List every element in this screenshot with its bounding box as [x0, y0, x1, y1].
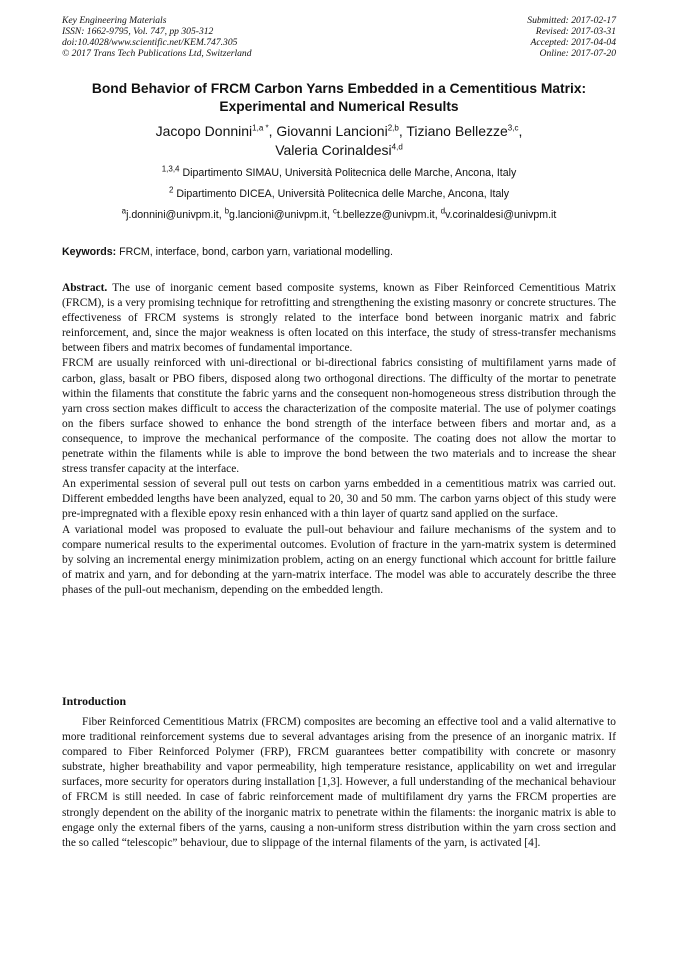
author-name: Tiziano Bellezze — [406, 123, 508, 139]
affiliation-text: Dipartimento DICEA, Università Politecnica delle Marche, Ancona, Italy — [173, 188, 510, 200]
doi[interactable]: doi:10.4028/www.scientific.net/KEM.747.305 — [62, 37, 238, 48]
email-text: v.corinaldesi@univpm.it — [445, 209, 557, 221]
author — [406, 123, 522, 139]
online-date: Online: 2017-07-20 — [539, 48, 616, 59]
author — [156, 123, 277, 139]
issn: ISSN: 1662-9795, Vol. 747, pp 305-312 — [62, 26, 214, 37]
author-sup: 1,a * — [252, 123, 269, 133]
author — [276, 123, 406, 139]
affiliation-sup: 1,3,4 — [161, 164, 180, 174]
email-sup: c — [332, 206, 337, 216]
author-separator: , — [518, 123, 523, 139]
submitted-date: Submitted: 2017-02-17 — [527, 15, 616, 26]
abstract-paragraph: FRCM are usually reinforced with uni-directional or bi-directional fabrics consisting of multifilament yarns made of carbon, glass, basalt or PBO fibers, disposed along two orthogonal directions. The difficulty of the mortar to penetrate within the filaments that constitute the fabric yarns and the consequent non-homogeneous stress distribution through the yarn cross section makes difficult to access the characterization of the composite material. The use of polymer coatings on the fibers surface showed to enhance the bond strength of the interface between fibers and mortar and, as a consequence, to improve the mechanical performance of the composite. The coating does not allow the mortar to penetrate within the filaments while is able to improve the bond between the two materials and to increase the shear stress transfer capacity at the interface. — [62, 357, 616, 476]
author-name: Valeria Corinaldesi — [275, 142, 392, 158]
email-list — [62, 208, 616, 222]
introduction-paragraph: Fiber Reinforced Cementitious Matrix (FRCM) composites are becoming an effective tool and a valid alternative to more traditional reinforcement systems due to several advantages arising from the presence of an inorganic matrix. If compared to Fiber Reinforced Polymer (FRP), FRCM guarantees better compatibility with concrete or masonry substrate, higher breathability and vapor permeability, high temperature resistance, applicability on wet and irregular surfaces, more security for operators during installation [1,3]. However, a full understanding of the mechanical behaviour of FRCM is still needed. In case of fabric reinforcement made of multifilament dry yarns the FRCM properties are strongly dependent on the ability of the inorganic matrix to penetrate within the filaments: the inorganic matrix is able to engage only the external fibers of the yarns, causing a non-uniform stress distribution within the yarn cross section and the so called “telescopic” behaviour, due to slippage of the internal filaments of the yarn, is activated [4]. — [62, 716, 616, 849]
abstract — [62, 281, 616, 598]
email-sup: d — [440, 206, 446, 216]
affiliation-sup: 2 — [168, 185, 174, 195]
copyright: © 2017 Trans Tech Publications Ltd, Switzerland — [62, 48, 252, 59]
introduction-body — [62, 715, 616, 851]
author-sup: 4,d — [391, 142, 403, 152]
email[interactable] — [121, 206, 225, 221]
author-sup: 2,b — [387, 123, 399, 133]
abstract-paragraph: An experimental session of several pull out tests on carbon yarns embedded in a cementitious matrix was carried out. Different embedded lengths have been analyzed, equal to 20, 30 and 50 mm. The carbon yarns object of this study were pre-impregnated with a flexible epoxy resin enhanced with a thin layer of quartz sand applied on the surface. — [62, 478, 616, 521]
email-text: g.lancioni@univpm.it, — [229, 209, 333, 221]
email[interactable] — [224, 206, 333, 221]
section-heading-introduction: Introduction — [62, 694, 127, 708]
email-sup: b — [224, 206, 230, 216]
abstract-text: The use of inorganic cement based composite systems, known as Fiber Reinforced Cementitious Matrix (FRCM), is a very promising technique for retrofitting and strengthening the existing masonry or concrete structures. The effectiveness of FRCM systems is strongly related to the interface bond between inorganic matrix and fabric reinforcement, and, since the major weakness is often located on this interface, the study of stress-transfer mechanisms between fibers and matrix becomes of fundamental importance. — [62, 282, 617, 355]
email-text: j.donnini@univpm.it, — [126, 209, 225, 221]
keywords-text: FRCM, interface, bond, carbon yarn, variational modelling. — [116, 246, 393, 258]
journal-name: Key Engineering Materials — [62, 15, 167, 26]
keywords-label: Keywords: — [62, 246, 117, 258]
header-right — [527, 15, 616, 59]
keywords — [62, 245, 616, 259]
abstract-label: Abstract. — [62, 282, 108, 294]
email-text: t.bellezze@univpm.it, — [336, 209, 441, 221]
header-left — [62, 15, 252, 59]
author — [275, 142, 403, 158]
author-name: Giovanni Lancioni — [276, 123, 388, 139]
author-sup: 3,c — [507, 123, 519, 133]
revised-date: Revised: 2017-03-31 — [535, 26, 616, 37]
affiliation-text: Dipartimento SIMAU, Università Politecnica delle Marche, Ancona, Italy — [179, 167, 517, 179]
accepted-date: Accepted: 2017-04-04 — [530, 37, 616, 48]
author-name: Jacopo Donnini — [155, 123, 253, 139]
email-sup: a — [121, 206, 127, 216]
author-list — [62, 122, 616, 160]
abstract-paragraph — [62, 281, 616, 356]
paper-title: Bond Behavior of FRCM Carbon Yarns Embedded in a Cementitious Matrix: Experimental and Numerical Results — [91, 81, 587, 114]
author-separator: , — [398, 123, 407, 139]
affiliation — [62, 166, 616, 180]
affiliation — [62, 187, 616, 201]
email[interactable] — [440, 206, 557, 221]
email[interactable] — [332, 206, 441, 221]
author-separator: , — [268, 123, 277, 139]
abstract-paragraph: A variational model was proposed to evaluate the pull-out behaviour and failure mechanisms of the system and to compare numerical results to the experimental outcomes. Evolution of fracture in the yarn-matrix system is determined by solving an incremental energy minimization problem, acting on an energy functional which account for brittle failure of matrix and yarn, and for debonding at the yarn-matrix interface. The model was able to accurately describe the three phases of the pull-out mechanism, depending on the embedded length. — [62, 523, 616, 596]
